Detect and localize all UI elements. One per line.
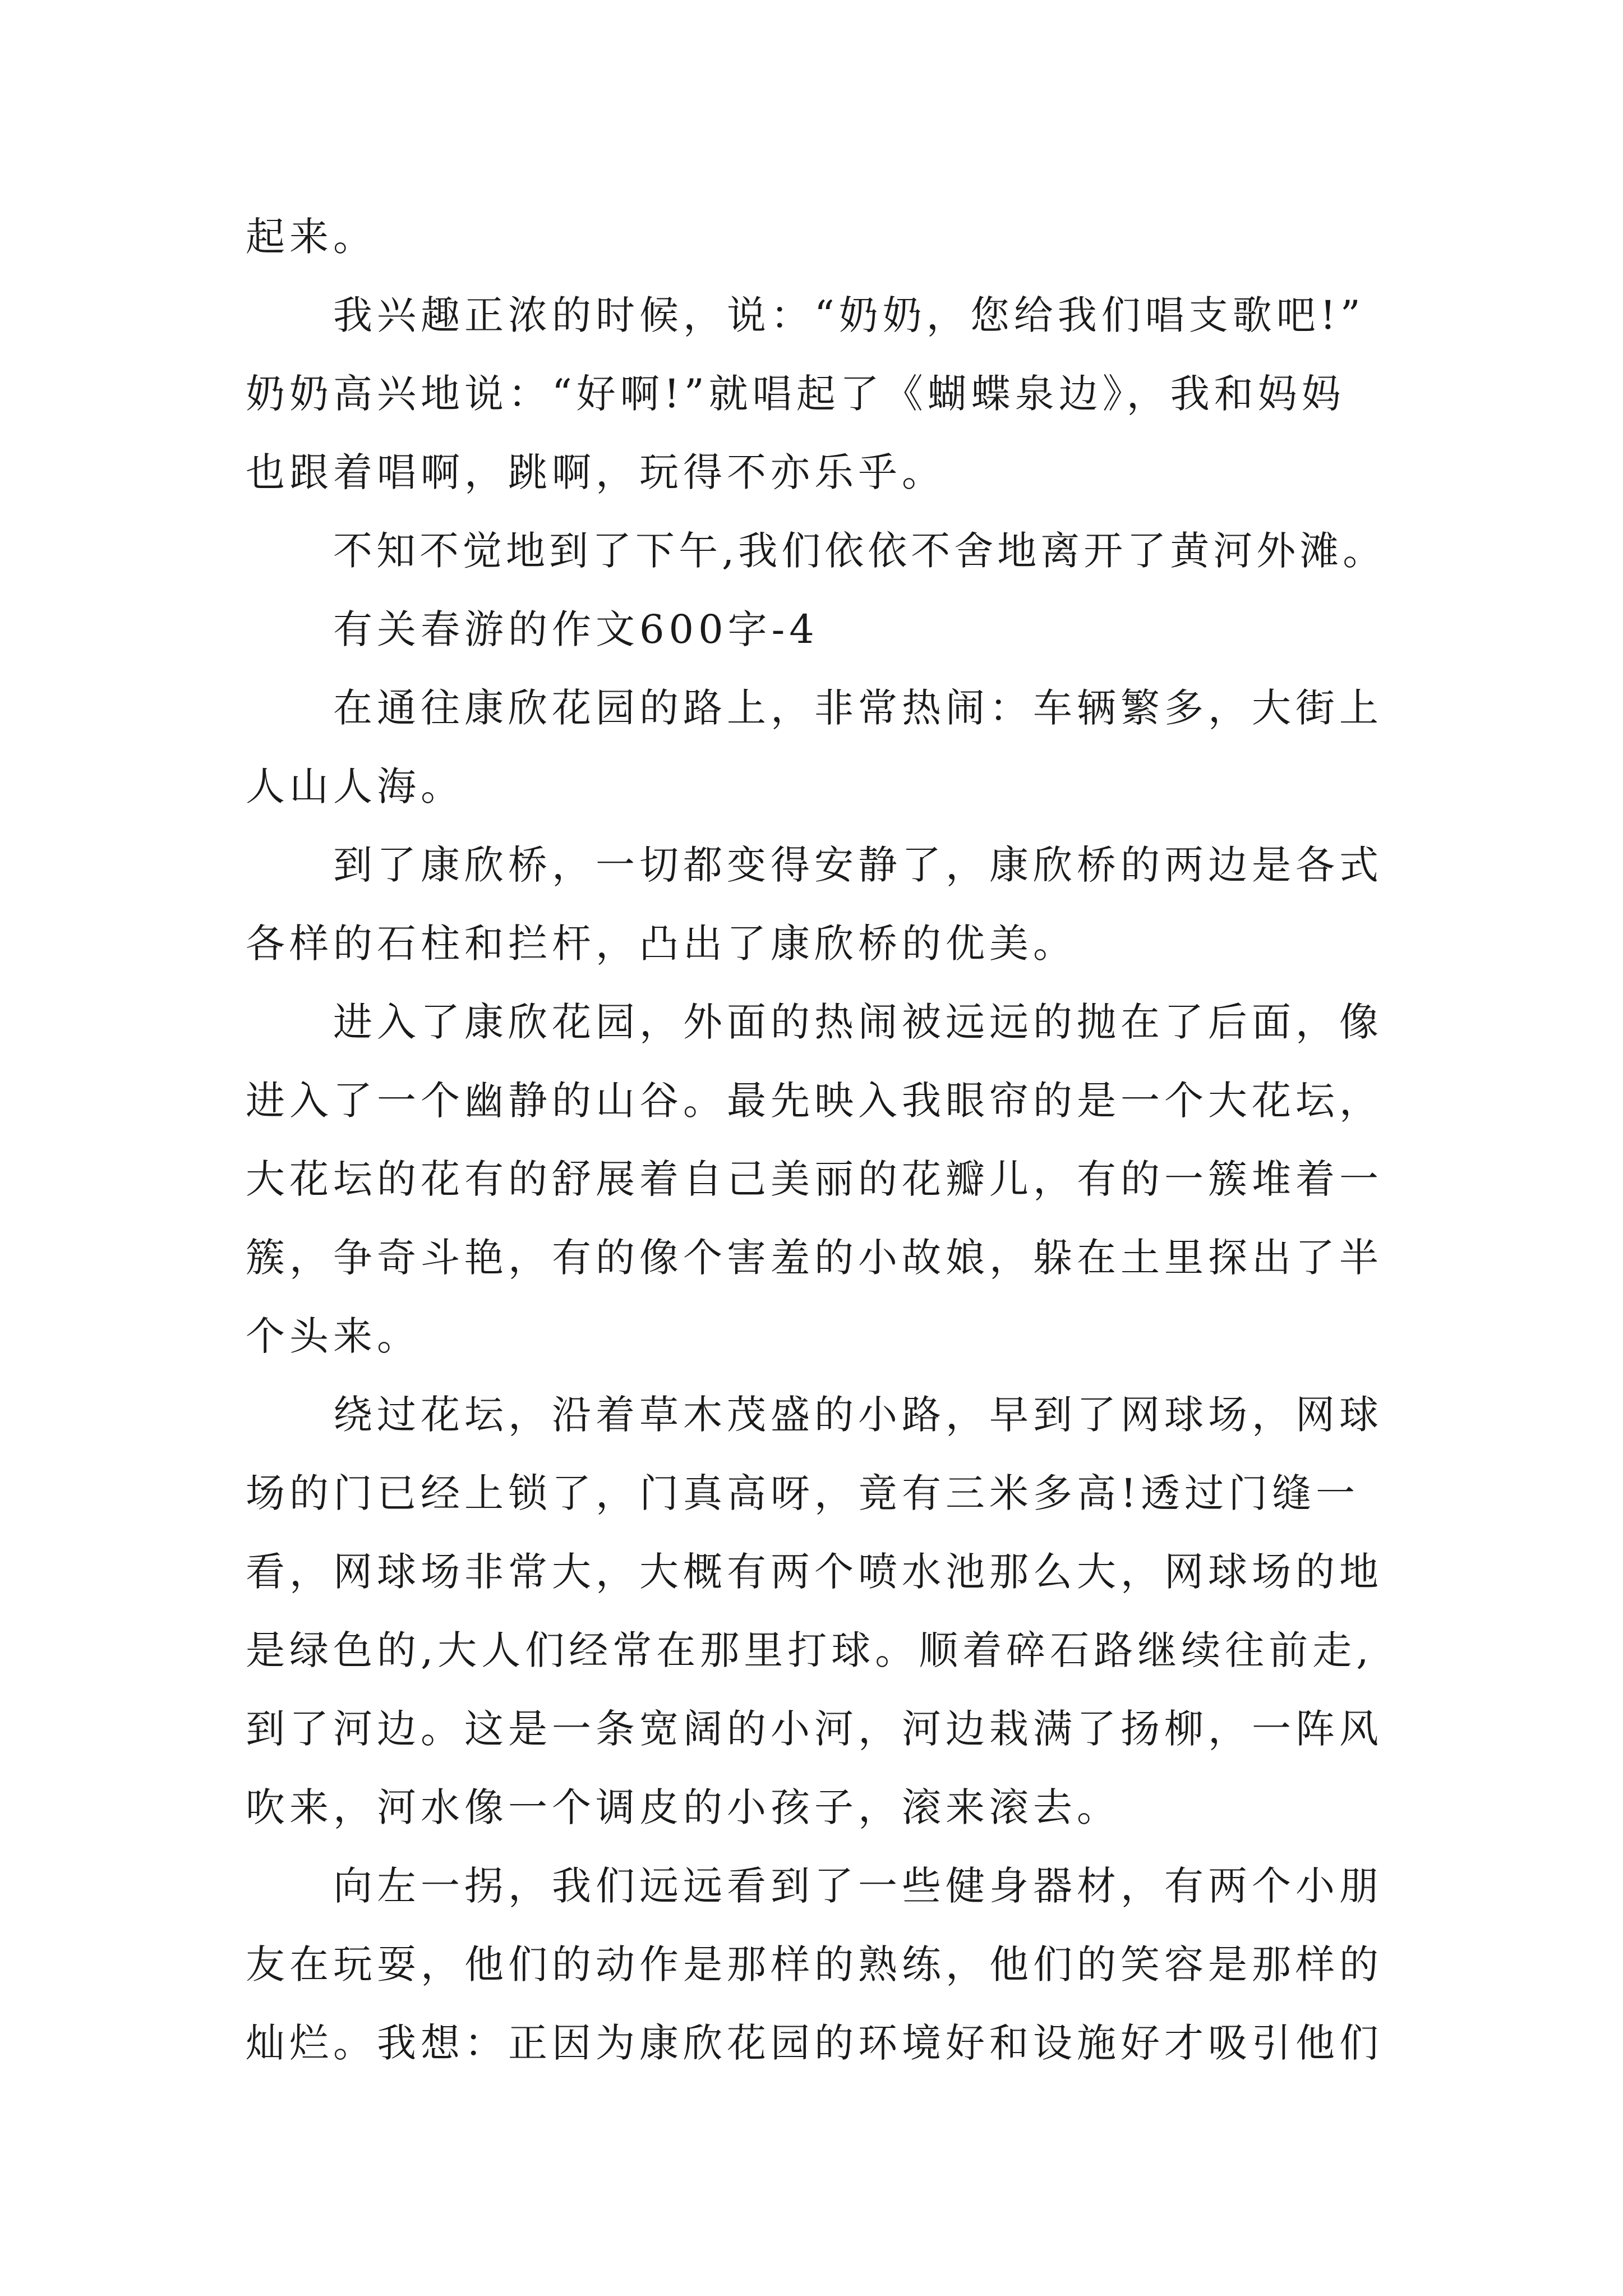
text-line: 向左一拐，我们远远看到了一些健身器材，有两个小朋 xyxy=(333,1863,1383,1909)
text-line: 也跟着唱啊，跳啊，玩得不亦乐乎。 xyxy=(246,449,946,495)
section-heading: 有关春游的作文600字-4 xyxy=(333,606,819,652)
text-line: 是绿色的,大人们经常在那里打球。顺着碎石路继续往前走, xyxy=(246,1627,1373,1673)
text-line: 大花坛的花有的舒展着自己美丽的花瓣儿，有的一簇堆着一 xyxy=(246,1156,1383,1202)
text-line: 吹来，河水像一个调皮的小孩子，滚来滚去。 xyxy=(246,1784,1121,1830)
text-line: 奶奶高兴地说：“好啊!”就唱起了《蝴蝶泉边》，我和妈妈 xyxy=(246,371,1345,417)
text-line: 灿烂。我想：正因为康欣花园的环境好和设施好才吸引他们 xyxy=(246,2020,1383,2066)
text-line: 簇，争奇斗艳，有的像个害羞的小故娘，躲在土里探出了半 xyxy=(246,1235,1383,1281)
text-line: 进入了康欣花园，外面的热闹被远远的抛在了后面，像 xyxy=(333,999,1383,1045)
text-line: 绕过花坛，沿着草木茂盛的小路，早到了网球场，网球 xyxy=(333,1392,1383,1438)
text-line: 个头来。 xyxy=(246,1313,421,1359)
text-line: 看，网球场非常大，大概有两个喷水池那么大，网球场的地 xyxy=(246,1549,1383,1595)
text-line: 友在玩耍，他们的动作是那样的熟练，他们的笑容是那样的 xyxy=(246,1941,1383,1987)
text-line: 各样的石柱和拦杆，凸出了康欣桥的优美。 xyxy=(246,921,1077,967)
text-line: 在通往康欣花园的路上，非常热闹：车辆繁多，大街上 xyxy=(333,685,1383,731)
text-line: 到了河边。这是一条宽阔的小河，河边栽满了扬柳，一阵风 xyxy=(246,1706,1383,1752)
text-line: 场的门已经上锁了，门真高呀，竟有三米多高!透过门缝一 xyxy=(246,1470,1360,1516)
text-line: 我兴趣正浓的时候，说：“奶奶，您给我们唱支歌吧!” xyxy=(333,292,1365,338)
text-line: 起来。 xyxy=(246,214,377,260)
text-line: 不知不觉地到了下午,我们依依不舍地离开了黄河外滩。 xyxy=(333,528,1386,574)
text-line: 到了康欣桥，一切都变得安静了，康欣桥的两边是各式 xyxy=(333,842,1383,888)
text-line: 人山人海。 xyxy=(246,763,464,809)
text-line: 进入了一个幽静的山谷。最先映入我眼帘的是一个大花坛， xyxy=(246,1078,1383,1124)
